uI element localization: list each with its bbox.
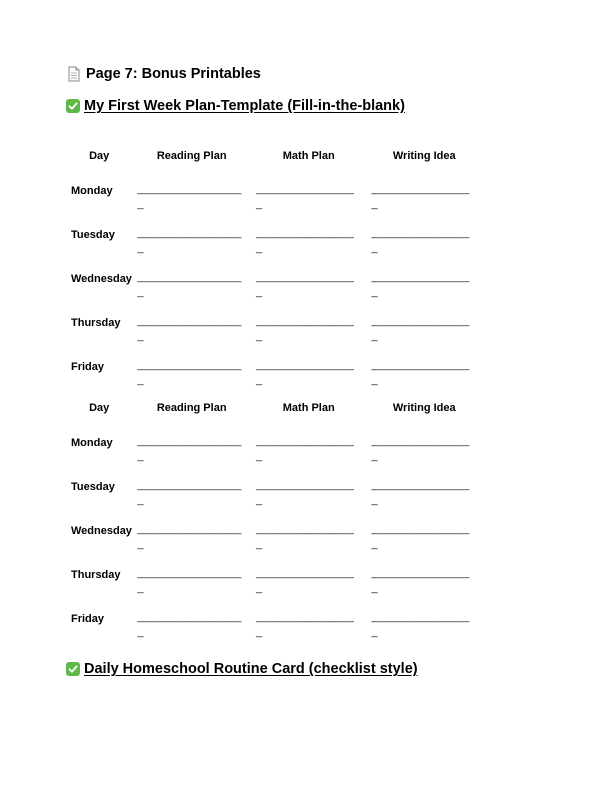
math-blank[interactable]: ________________ _ (255, 183, 354, 210)
math-blank[interactable]: ________________ _ (255, 315, 354, 342)
writing-blank[interactable]: ________________ _ (371, 227, 470, 254)
page-heading (66, 66, 261, 82)
math-blank[interactable]: ________________ _ (255, 359, 354, 386)
math-blank[interactable]: ________________ _ (255, 271, 354, 298)
day-label: Monday (71, 185, 113, 197)
header-reading-plan: Reading Plan (156, 402, 227, 414)
table-row (66, 520, 482, 564)
table-row (66, 608, 482, 652)
day-label: Tuesday (71, 481, 115, 493)
writing-blank[interactable]: ________________ _ (371, 271, 470, 298)
writing-blank[interactable]: ________________ _ (371, 611, 470, 638)
day-label: Tuesday (71, 229, 115, 241)
reading-blank[interactable]: _________________ _ (137, 611, 242, 638)
reading-blank[interactable]: _________________ _ (137, 435, 242, 462)
day-label: Wednesday (71, 525, 132, 537)
table-row (66, 564, 482, 608)
section-title: Daily Homeschool Routine Card (checklist style) (84, 661, 418, 677)
check-mark-icon (66, 99, 80, 113)
table-row (66, 312, 482, 356)
table-header-row (66, 146, 482, 180)
table-row (66, 224, 482, 268)
header-reading-plan: Reading Plan (156, 150, 227, 162)
day-label: Monday (71, 437, 113, 449)
writing-blank[interactable]: ________________ _ (371, 567, 470, 594)
reading-blank[interactable]: _________________ _ (137, 271, 242, 298)
table-row (66, 180, 482, 224)
math-blank[interactable]: ________________ _ (255, 611, 354, 638)
header-writing-idea: Writing Idea (392, 150, 456, 162)
page-title: Page 7: Bonus Printables (86, 66, 261, 82)
section-heading-week-plan (66, 98, 405, 114)
day-label: Thursday (71, 317, 121, 329)
reading-blank[interactable]: _________________ _ (137, 523, 242, 550)
math-blank[interactable]: ________________ _ (255, 479, 354, 506)
table-row (66, 432, 482, 476)
reading-blank[interactable]: _________________ _ (137, 567, 242, 594)
reading-blank[interactable]: _________________ _ (137, 315, 242, 342)
writing-blank[interactable]: ________________ _ (371, 315, 470, 342)
table-row (66, 356, 482, 400)
writing-blank[interactable]: ________________ _ (371, 523, 470, 550)
reading-blank[interactable]: _________________ _ (137, 479, 242, 506)
day-label: Friday (71, 613, 105, 625)
math-blank[interactable]: ________________ _ (255, 523, 354, 550)
day-label: Wednesday (71, 273, 132, 285)
table-row (66, 268, 482, 312)
week-plan-table-2 (66, 398, 482, 652)
reading-blank[interactable]: _________________ _ (137, 227, 242, 254)
week-plan-table-1 (66, 146, 482, 400)
math-blank[interactable]: ________________ _ (255, 435, 354, 462)
table-header-row (66, 398, 482, 432)
day-label: Friday (71, 361, 105, 373)
section-heading-routine-card (66, 661, 418, 677)
reading-blank[interactable]: _________________ _ (137, 183, 242, 210)
writing-blank[interactable]: ________________ _ (371, 183, 470, 210)
reading-blank[interactable]: _________________ _ (137, 359, 242, 386)
table-row (66, 476, 482, 520)
header-day: Day (89, 150, 110, 162)
math-blank[interactable]: ________________ _ (255, 227, 354, 254)
writing-blank[interactable]: ________________ _ (371, 479, 470, 506)
header-writing-idea: Writing Idea (392, 402, 456, 414)
header-math-plan: Math Plan (282, 150, 335, 162)
writing-blank[interactable]: ________________ _ (371, 435, 470, 462)
math-blank[interactable]: ________________ _ (255, 567, 354, 594)
writing-blank[interactable]: ________________ _ (371, 359, 470, 386)
day-label: Thursday (71, 569, 121, 581)
document-icon (66, 66, 82, 82)
check-mark-icon (66, 662, 80, 676)
header-day: Day (89, 402, 110, 414)
section-title: My First Week Plan-Template (Fill-in-the-blank) (84, 98, 405, 114)
header-math-plan: Math Plan (282, 402, 335, 414)
